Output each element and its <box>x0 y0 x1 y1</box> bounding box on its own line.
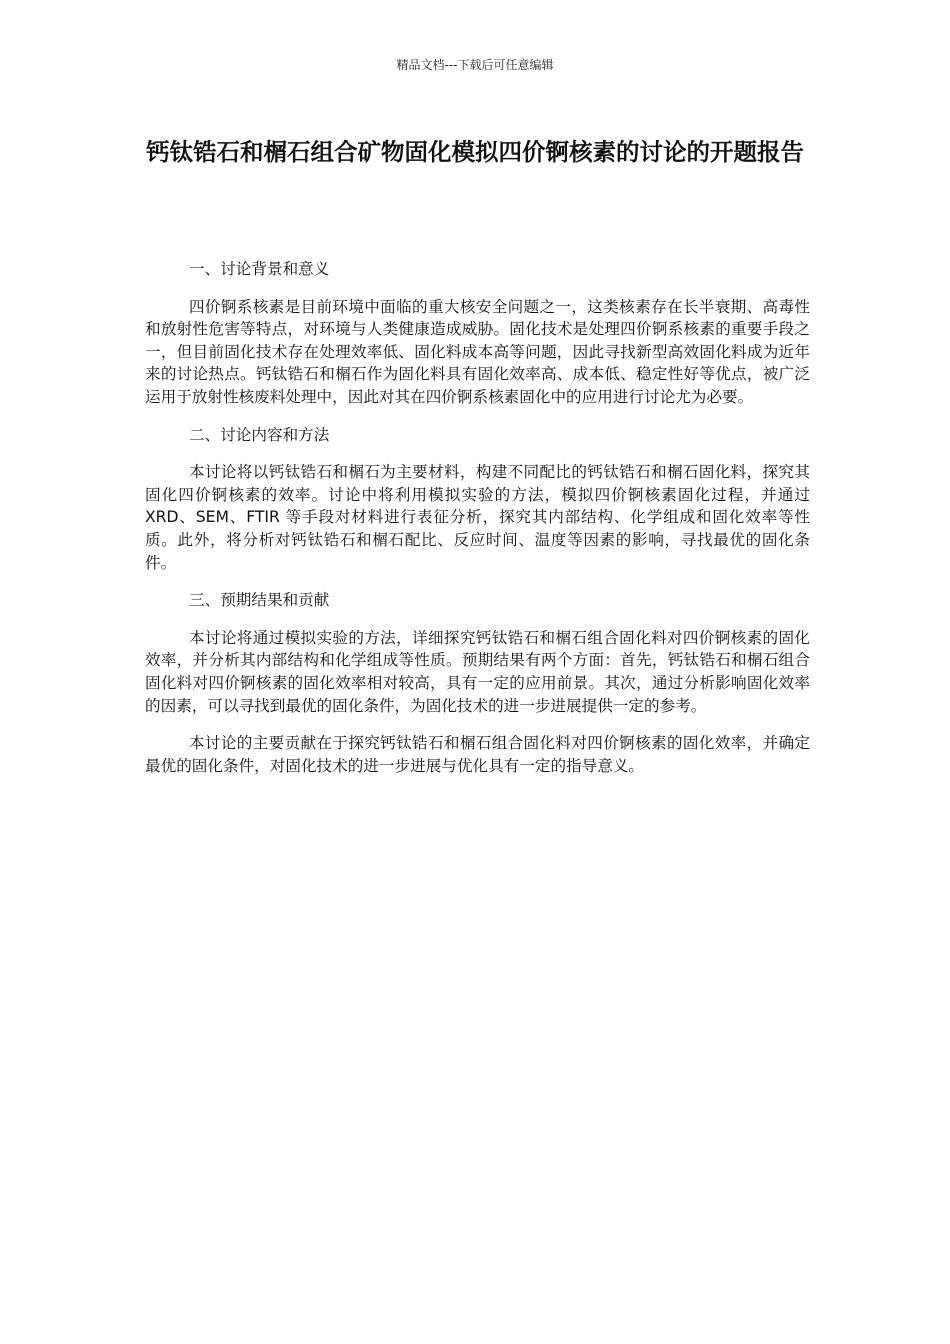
document-body <box>145 258 810 792</box>
paragraph-expected-results: 本讨论将通过模拟实验的方法，详细探究钙钛锆石和榍石组合固化料对四价锕核素的固化效率，并分析其内部结构和化学组成等性质。预期结果有两个方面：首先，钙钛锆石和榍石组合固化料对四价锕核素的固化效率相对较高，具有一定的应用前景。其次，通过分析影响固化效率的因素，可以寻找到最优的固化条件，为固化技术的进一步进展提供一定的参考。 <box>145 628 810 715</box>
paragraph-content-methods: 本讨论将以钙钛锆石和榍石为主要材料，构建不同配比的钙钛锆石和榍石固化料，探究其固化四价锕核素的效率。讨论中将利用模拟实验的方法，模拟四价锕核素固化过程，并通过 XRD、SEM、FTIR 等手段对材料进行表征分析，探究其内部结构、化学组成和固化效率等性质。此外，将分析对钙钛锆石和榍石配比、反应时间、温度等因素的影响，寻找最优的固化条件。 <box>145 463 810 572</box>
document-title: 钙钛锆石和榍石组合矿物固化模拟四价锕核素的讨论的开题报告 <box>146 138 804 166</box>
section-heading-background: 一、讨论背景和意义 <box>189 260 330 278</box>
section-heading-expected-results: 三、预期结果和贡献 <box>189 591 330 610</box>
page-header-note: 精品文档---下载后可任意编辑 <box>396 58 554 72</box>
paragraph-background: 四价锕系核素是目前环境中面临的重大核安全问题之一，这类核素存在长半衰期、高毒性和放射性危害等特点，对环境与人类健康造成威胁。固化技术是处理四价锕系核素的重要手段之一，但目前固化技术存在处理效率低、固化料成本高等问题，因此寻找新型高效固化料成为近年来的讨论热点。钙钛锆石和榍石作为固化料具有固化效率高、成本低、稳定性好等优点，被广泛运用于放射性核废料处理中，因此对其在四价锕系核素固化中的应用进行讨论尤为必要。 <box>145 297 810 406</box>
paragraph-contribution: 本讨论的主要贡献在于探究钙钛锆石和榍石组合固化料对四价锕核素的固化效率，并确定最优的固化条件，对固化技术的进一步进展与优化具有一定的指导意义。 <box>145 734 810 775</box>
section-expected-results <box>145 589 810 777</box>
section-content-methods <box>145 424 810 575</box>
section-heading-content-methods: 二、讨论内容和方法 <box>189 425 330 444</box>
section-background <box>145 258 810 409</box>
